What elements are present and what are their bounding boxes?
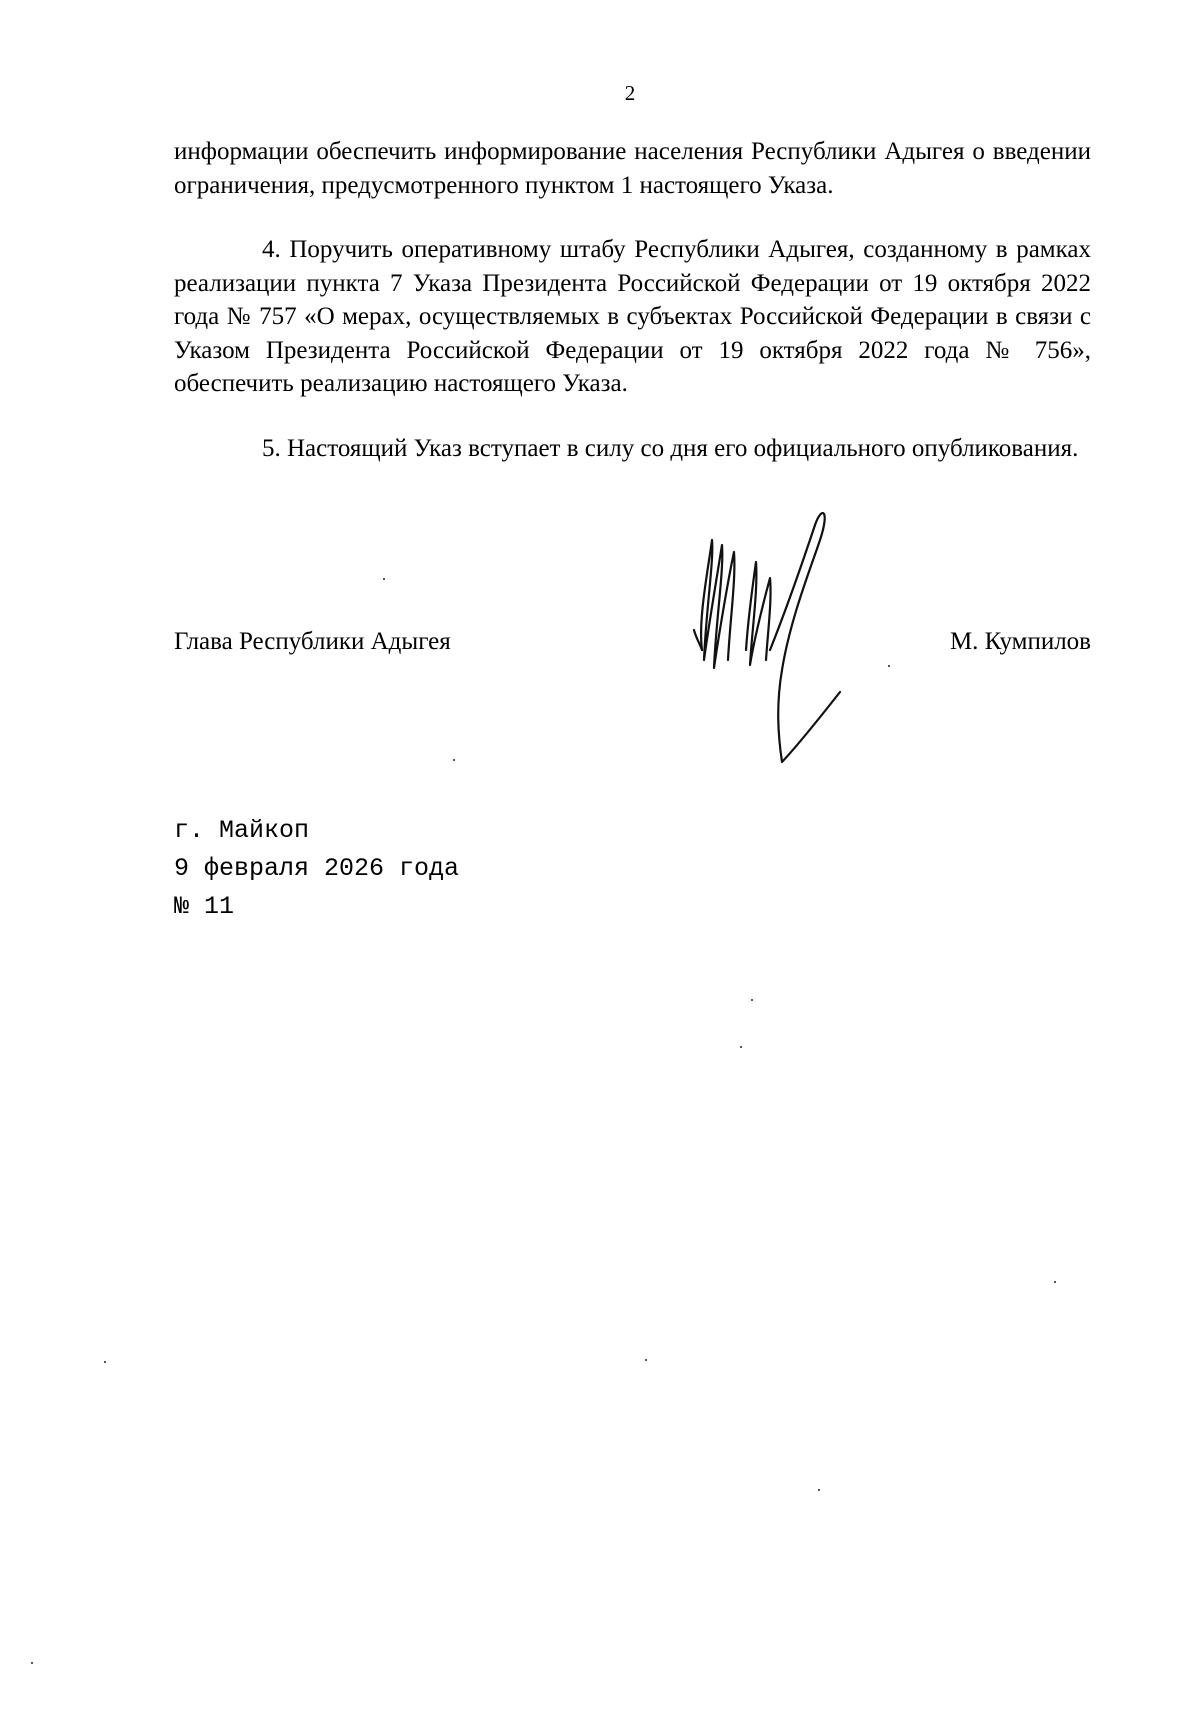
issue-details (174, 812, 459, 926)
scan-speck (751, 999, 753, 1001)
issue-place: г. Майкоп (174, 816, 310, 845)
decree-number: № 11 (174, 892, 235, 921)
scan-speck (645, 1359, 647, 1361)
scan-speck (104, 1361, 106, 1363)
paragraph-item-5: 5. Настоящий Указ вступает в силу со дня его официального опубликования. (262, 434, 1079, 462)
scan-speck (31, 1662, 33, 1664)
scan-speck (1054, 1281, 1056, 1283)
scan-speck (888, 665, 890, 667)
scan-speck (383, 578, 385, 580)
document-body (174, 135, 1091, 496)
scan-speck (818, 1489, 820, 1491)
scan-speck (453, 759, 455, 761)
signatory-position: Глава Республики Адыгея (174, 628, 451, 655)
issue-date: 9 февраля 2026 года (174, 854, 460, 883)
paragraph-continuation: информации обеспечить информирование населения Республики Адыгея о введении ограничения, предусмотренного пунктом 1 настоящего Указа. (174, 138, 1091, 199)
signatory-name: М. Кумпилов (949, 628, 1091, 655)
page-number: 2 (624, 81, 636, 105)
signature-block (174, 625, 1091, 665)
paragraph-item-4: 4. Поручить оперативному штабу Республики Адыгея, созданному в рамках реализации пункта 7 Указа Президента Российской Федерации от 19 октября 2022 года № 757 «О мерах, осуществляемых в субъектах Российской Федерации в связи с Указом Президента Российской Федерации от 19 октября 2022 года № 756», обеспечить реализацию настоящего Указа. (174, 236, 1091, 397)
handwritten-signature (690, 500, 870, 770)
scan-speck (740, 1046, 742, 1048)
